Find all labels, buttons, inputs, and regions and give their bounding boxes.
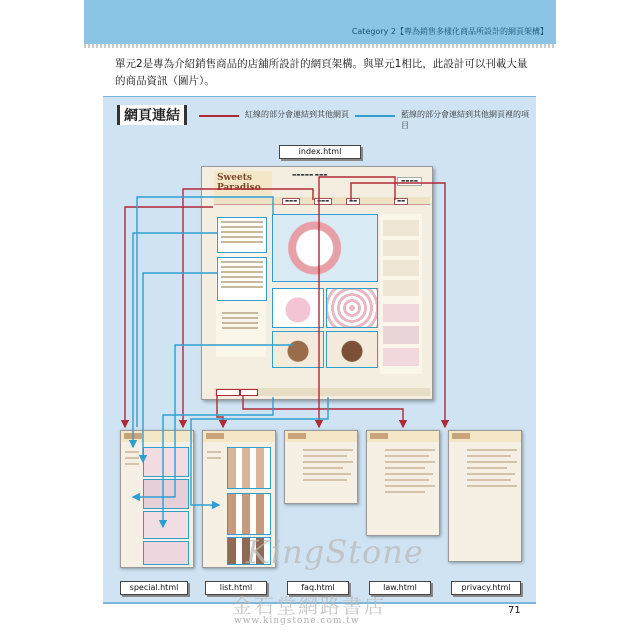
- mini-nav-item: ▬▬▬: [282, 198, 300, 205]
- mini-nav-item: ▬▬: [346, 198, 360, 205]
- page-header-band: [84, 0, 556, 44]
- red-link-line: [125, 207, 213, 427]
- diagram-panel: [103, 96, 536, 603]
- red-link-line: [217, 395, 223, 427]
- blue-link-line: [137, 197, 273, 427]
- law-file-label: law.html: [369, 581, 431, 595]
- blue-link-line: [191, 397, 328, 505]
- list-file-label: list.html: [205, 581, 267, 595]
- red-link-line: [351, 183, 445, 427]
- intro-paragraph: 單元2是專為介紹銷售商品的店舖所設計的網頁架構。與單元1相比，此設計可以刊載大量的商品資訊（圖片）。: [115, 58, 528, 87]
- mini-nav-item: ▬▬: [394, 198, 408, 205]
- header-stripe: [84, 44, 556, 48]
- privacy-file-label: privacy.html: [451, 581, 521, 595]
- mini-nav-item: ▬▬▬: [314, 198, 332, 205]
- category-heading: Category 2【專為銷售多樣化商品所設計的網頁架構】: [351, 27, 548, 36]
- blue-link-line: [143, 273, 217, 462]
- watermark-brand: KingStone: [246, 533, 424, 571]
- watermark-url: www.kingstone.com.tw: [234, 616, 360, 626]
- mini-header-text: ▬▬▬▬▬ ▬▬▬: [292, 173, 328, 178]
- mini-cart-button: ▬▬▬▬: [397, 177, 422, 186]
- diagram-title: 網頁連結: [117, 105, 187, 125]
- red-link-line: [319, 177, 395, 427]
- special-file-label: special.html: [120, 581, 188, 595]
- red-link-line: [243, 395, 403, 427]
- site-logo: Sweets Paradiso: [214, 171, 272, 197]
- watermark-chinese: 金石堂網路書店: [232, 594, 386, 618]
- blue-link-line: [133, 345, 293, 497]
- faq-file-label: faq.html: [287, 581, 349, 595]
- index-file-label: index.html: [279, 145, 361, 159]
- red-legend-text: 紅線的部分會連結到其他網頁: [245, 110, 349, 119]
- link-arrows: [103, 97, 536, 602]
- red-link-line: [183, 189, 313, 427]
- page-number: 71: [508, 605, 521, 616]
- blue-legend-text: 藍線的部分會連結到其他網頁裡的項目: [401, 110, 529, 130]
